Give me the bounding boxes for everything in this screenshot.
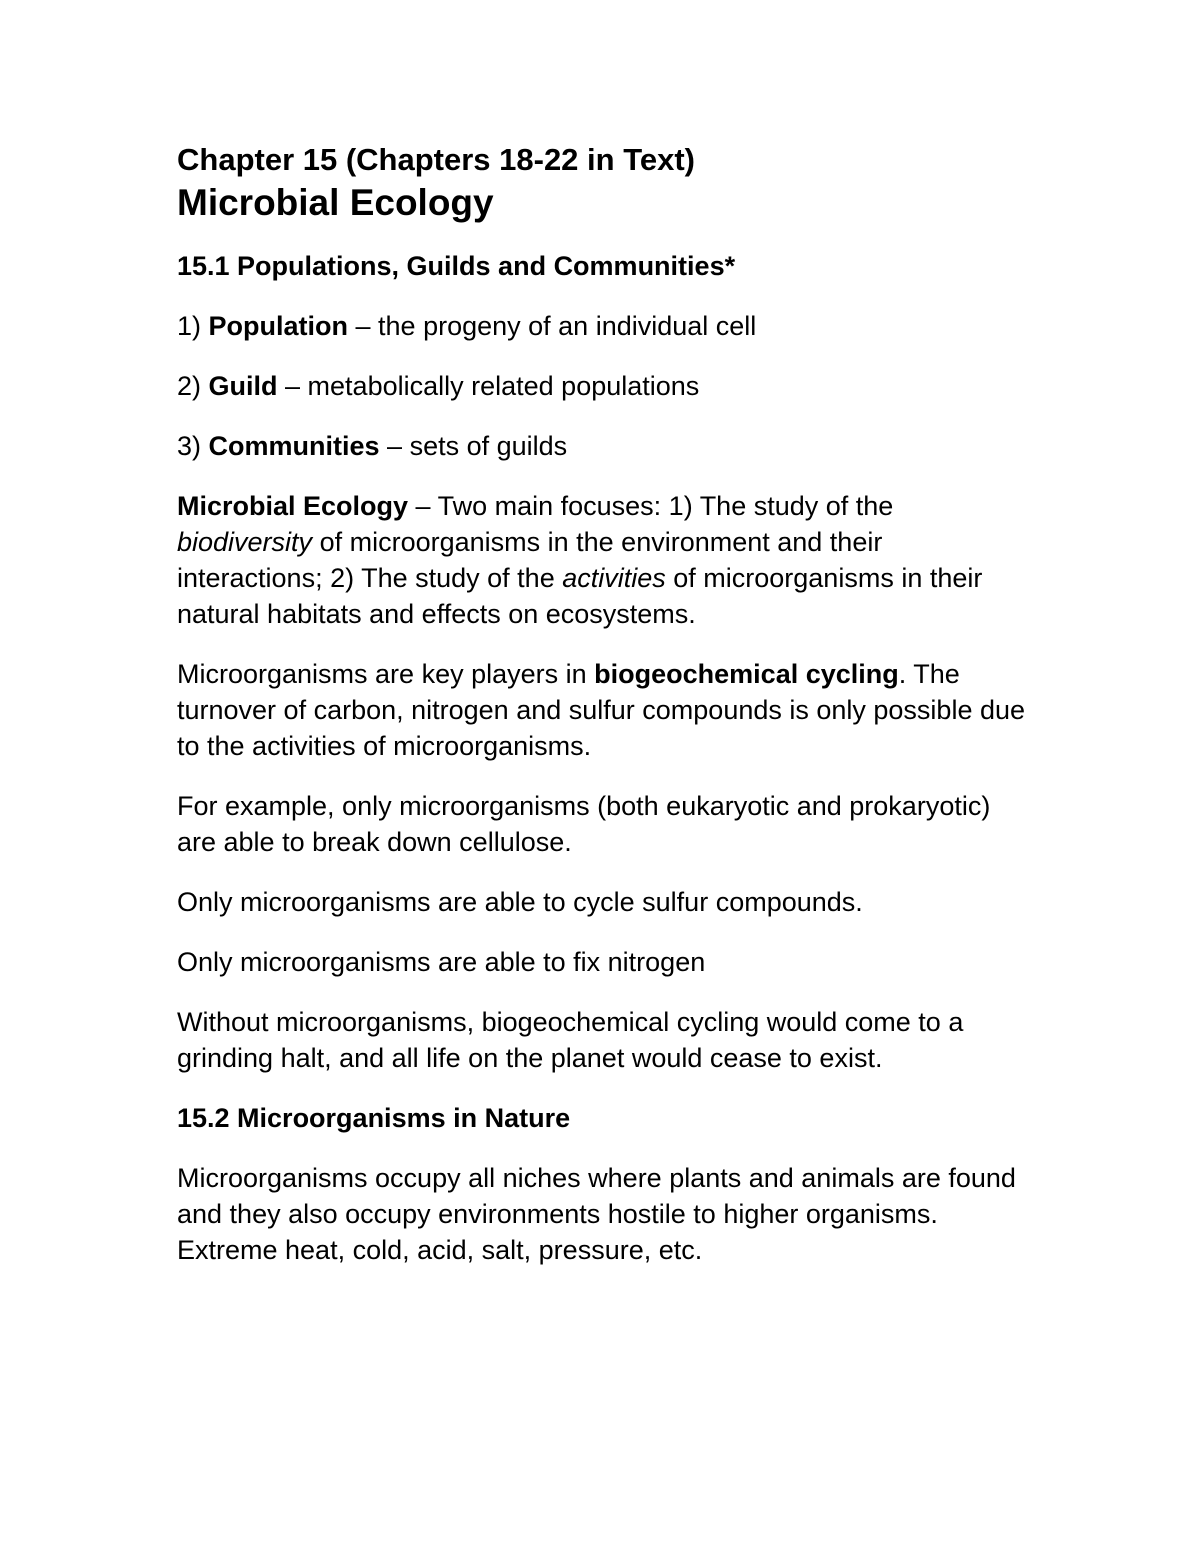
definition-term: Guild	[208, 371, 278, 401]
sulfur-paragraph: Only microorganisms are able to cycle sulfur compounds.	[177, 887, 863, 917]
cycling-halt-paragraph: Without microorganisms, biogeochemical cycling would come to a grinding halt, and all life on the planet would cease to exist.	[177, 1007, 964, 1073]
ecology-text-2: of microorganisms in the environment and their interactions; 2) The study of the	[177, 527, 883, 593]
cycling-text-2: . The turnover of carbon, nitrogen and sulfur compounds is only possible due to the activities of microorganisms.	[177, 659, 1026, 761]
ecology-text-1: – Two main focuses: 1) The study of the	[408, 491, 894, 521]
definition-dash: –	[348, 311, 379, 341]
definition-number: 2)	[177, 371, 209, 401]
activities-emphasis: activities	[562, 563, 666, 593]
chapter-line: Chapter 15 (Chapters 18-22 in Text)	[177, 142, 695, 177]
definition-text: metabolically related populations	[307, 371, 700, 401]
definition-population	[177, 308, 1027, 344]
definition-dash: –	[379, 431, 410, 461]
definition-number: 1)	[177, 311, 209, 341]
definition-number: 3)	[177, 431, 209, 461]
document-page	[177, 140, 1027, 1292]
page-title: Microbial Ecology	[177, 182, 494, 223]
definition-text: sets of guilds	[409, 431, 568, 461]
cycling-term: biogeochemical cycling	[594, 659, 899, 689]
nitrogen-paragraph: Only microorganisms are able to fix nitrogen	[177, 947, 706, 977]
section-heading-15-2: 15.2 Microorganisms in Nature	[177, 1103, 571, 1133]
section-heading-15-1: 15.1 Populations, Guilds and Communities*	[177, 251, 736, 281]
biodiversity-emphasis: biodiversity	[177, 527, 313, 557]
biogeochemical-cycling-paragraph	[177, 656, 1027, 764]
cycling-text-1: Microorganisms are key players in	[177, 659, 595, 689]
niches-paragraph: Microorganisms occupy all niches where plants and animals are found and they also occupy environments hostile to higher organisms. Extreme heat, cold, acid, salt, pressure, etc.	[177, 1163, 1016, 1265]
definition-term: Population	[208, 311, 348, 341]
definition-dash: –	[277, 371, 308, 401]
definition-communities	[177, 428, 1027, 464]
microbial-ecology-paragraph	[177, 488, 1027, 632]
ecology-term: Microbial Ecology	[177, 491, 409, 521]
ecology-text-3: of microorganisms in their natural habitats and effects on ecosystems.	[177, 563, 983, 629]
definition-guild	[177, 368, 1027, 404]
cellulose-example-paragraph: For example, only microorganisms (both eukaryotic and prokaryotic) are able to break down cellulose.	[177, 791, 991, 857]
definition-term: Communities	[208, 431, 380, 461]
definition-text: the progeny of an individual cell	[378, 311, 757, 341]
